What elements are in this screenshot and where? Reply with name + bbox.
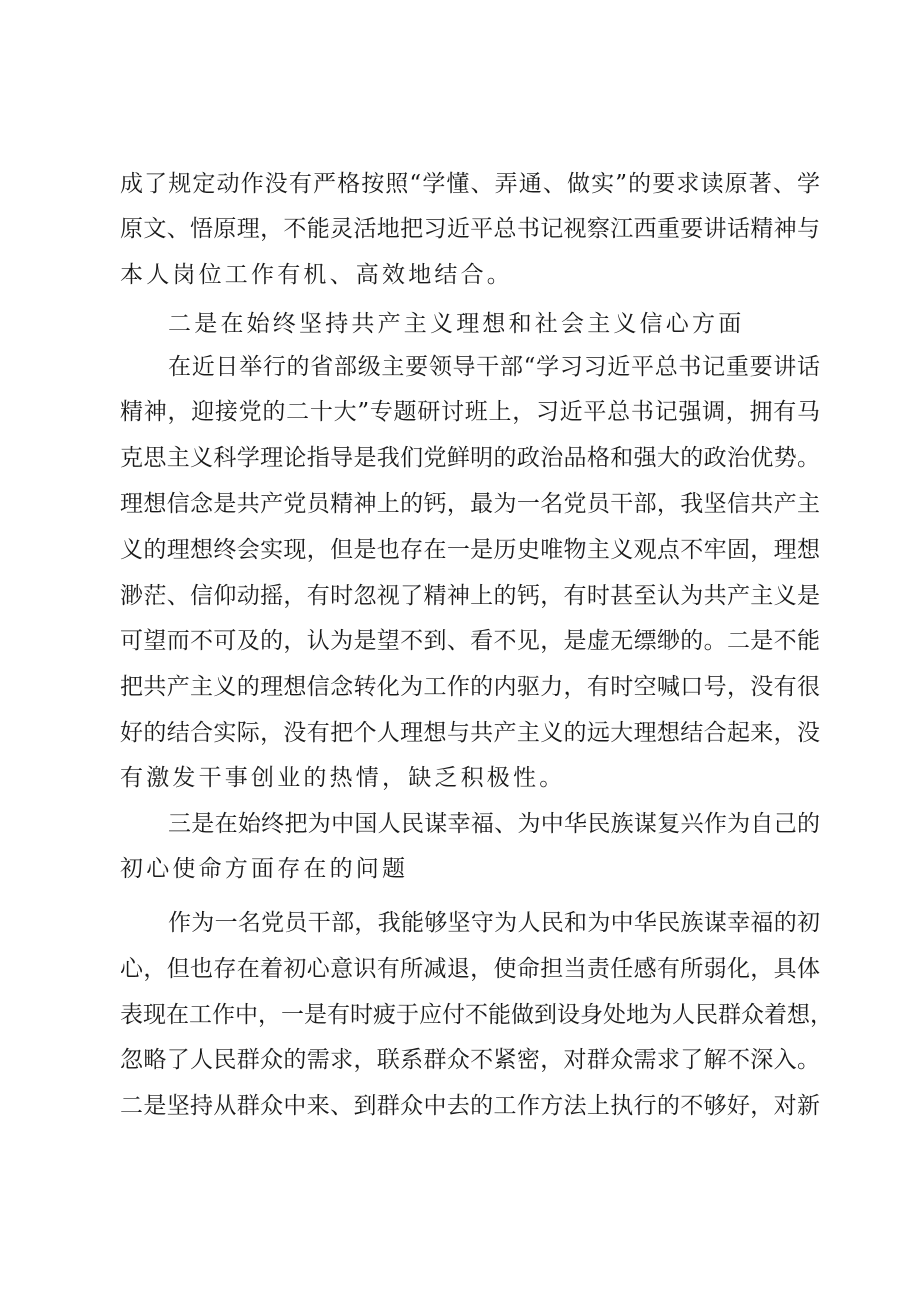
paragraph-line: 克思主义科学理论指导是我们党鲜明的政治品格和强大的政治优势。 — [120, 445, 820, 471]
paragraph-line: 原文、悟原理，不能灵活地把习近平总书记视察江西重要讲话精神与 — [120, 216, 820, 242]
paragraph-line: 渺茫、信仰动摇，有时忽视了精神上的钙，有时甚至认为共产主义是 — [120, 583, 820, 609]
paragraph-line: 把共产主义的理想信念转化为工作的内驱力，有时空喊口号，没有很 — [120, 674, 820, 700]
paragraph-line: 成了规定动作没有严格按照“学懂、弄通、做实”的要求读原著、学 — [120, 171, 820, 197]
paragraph-line: 在近日举行的省部级主要领导干部“学习习近平总书记重要讲话 — [168, 354, 820, 380]
paragraph-line: 忽略了人民群众的需求，联系群众不紧密，对群众需求了解不深入。 — [120, 1047, 820, 1073]
paragraph-line: 精神，迎接党的二十大”专题研讨班上，习近平总书记强调，拥有马 — [120, 399, 820, 425]
paragraph-line: 义的理想终会实现，但是也存在一是历史唯物主义观点不牢固，理想 — [120, 537, 820, 563]
paragraph-line: 二是坚持从群众中来、到群众中去的工作方法上执行的不够好，对新 — [120, 1093, 820, 1119]
paragraph-line: 作为一名党员干部，我能够坚守为人民和为中华民族谋幸福的初 — [168, 910, 820, 936]
section-heading: 三是在始终把为中国人民谋幸福、为中华民族谋复兴作为自己的 — [168, 811, 820, 837]
paragraph-line: 有激发干事创业的热情，缺乏积极性。 — [120, 765, 566, 791]
paragraph-line: 本人岗位工作有机、高效地结合。 — [120, 262, 513, 288]
section-heading: 二是在始终坚持共产主义理想和社会主义信心方面 — [168, 311, 745, 337]
paragraph-line: 好的结合实际，没有把个人理想与共产主义的远大理想结合起来，没 — [120, 720, 820, 746]
paragraph-line: 表现在工作中，一是有时疲于应付不能做到设身处地为人民群众着想， — [120, 1002, 833, 1028]
section-heading: 初心使命方面存在的问题 — [120, 856, 409, 882]
paragraph-line: 理想信念是共产党员精神上的钙，最为一名党员干部，我坚信共产主 — [120, 491, 820, 517]
paragraph-line: 可望而不可及的，认为是望不到、看不见，是虚无缥缈的。二是不能 — [120, 628, 820, 654]
paragraph-line: 心，但也存在着初心意识有所减退，使命担当责任感有所弱化，具体 — [120, 956, 820, 982]
